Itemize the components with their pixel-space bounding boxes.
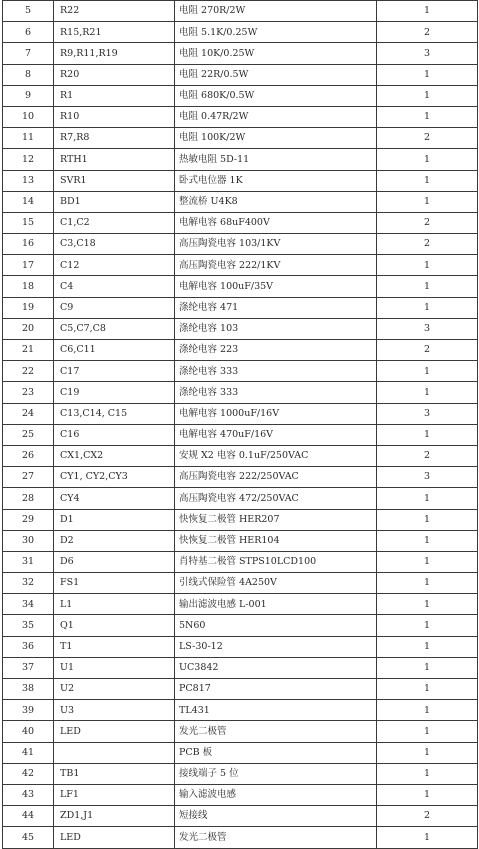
component-description-cell: 电解电容 68uF400V: [175, 212, 377, 233]
item-number-cell: 35: [3, 615, 54, 636]
table-row: [3, 509, 478, 530]
quantity-cell: 1: [377, 721, 478, 742]
component-description-cell: 高压陶瓷电容 222/250VAC: [175, 467, 377, 488]
component-description-cell: 发光二极管: [175, 721, 377, 742]
table-row: [3, 234, 478, 255]
table-row: [3, 615, 478, 636]
component-description-cell: 涤纶电容 333: [175, 382, 377, 403]
table-row: [3, 22, 478, 43]
component-description-cell: 引线式保险管 4A250V: [175, 573, 377, 594]
component-description-cell: 电阻 270R/2W: [175, 1, 377, 22]
table-row: [3, 530, 478, 551]
reference-designator-cell: U3: [54, 700, 175, 721]
table-row: [3, 297, 478, 318]
quantity-cell: 2: [377, 234, 478, 255]
reference-designator-cell: CY4: [54, 488, 175, 509]
component-description-cell: TL431: [175, 700, 377, 721]
reference-designator-cell: SVR1: [54, 170, 175, 191]
table-row: [3, 340, 478, 361]
reference-designator-cell: RTH1: [54, 149, 175, 170]
table-row: [3, 594, 478, 615]
reference-designator-cell: R9,R11,R19: [54, 43, 175, 64]
item-number-cell: 24: [3, 403, 54, 424]
quantity-cell: 2: [377, 128, 478, 149]
component-description-cell: 涤纶电容 103: [175, 318, 377, 339]
item-number-cell: 6: [3, 22, 54, 43]
quantity-cell: 1: [377, 509, 478, 530]
table-row: [3, 1, 478, 22]
item-number-cell: 8: [3, 64, 54, 85]
reference-designator-cell: R22: [54, 1, 175, 22]
quantity-cell: 3: [377, 318, 478, 339]
quantity-cell: 1: [377, 424, 478, 445]
item-number-cell: 10: [3, 106, 54, 127]
table-row: [3, 551, 478, 572]
component-description-cell: 发光二极管: [175, 827, 377, 848]
table-row: [3, 784, 478, 805]
component-description-cell: PC817: [175, 679, 377, 700]
quantity-cell: 1: [377, 594, 478, 615]
component-description-cell: 电阻 680K/0.5W: [175, 85, 377, 106]
table-row: [3, 424, 478, 445]
item-number-cell: 34: [3, 594, 54, 615]
reference-designator-cell: T1: [54, 636, 175, 657]
quantity-cell: 1: [377, 657, 478, 678]
reference-designator-cell: TB1: [54, 763, 175, 784]
component-description-cell: 高压陶瓷电容 103/1KV: [175, 234, 377, 255]
reference-designator-cell: D1: [54, 509, 175, 530]
bom-table-body: [3, 1, 478, 849]
quantity-cell: 1: [377, 255, 478, 276]
reference-designator-cell: C17: [54, 361, 175, 382]
component-description-cell: PCB 板: [175, 742, 377, 763]
quantity-cell: 1: [377, 191, 478, 212]
quantity-cell: 2: [377, 340, 478, 361]
item-number-cell: 18: [3, 276, 54, 297]
item-number-cell: 14: [3, 191, 54, 212]
reference-designator-cell: C3,C18: [54, 234, 175, 255]
component-description-cell: 输出滤波电感 L-001: [175, 594, 377, 615]
table-row: [3, 700, 478, 721]
reference-designator-cell: C19: [54, 382, 175, 403]
item-number-cell: 40: [3, 721, 54, 742]
reference-designator-cell: U2: [54, 679, 175, 700]
reference-designator-cell: C13,C14, C15: [54, 403, 175, 424]
table-row: [3, 43, 478, 64]
reference-designator-cell: C5,C7,C8: [54, 318, 175, 339]
component-description-cell: LS-30-12: [175, 636, 377, 657]
table-row: [3, 382, 478, 403]
component-description-cell: 肖特基二极管 STPS10LCD100: [175, 551, 377, 572]
quantity-cell: 1: [377, 742, 478, 763]
table-row: [3, 467, 478, 488]
table-row: [3, 679, 478, 700]
component-description-cell: 整流桥 U4K8: [175, 191, 377, 212]
quantity-cell: 1: [377, 85, 478, 106]
table-row: [3, 636, 478, 657]
item-number-cell: 17: [3, 255, 54, 276]
component-description-cell: 高压陶瓷电容 222/1KV: [175, 255, 377, 276]
quantity-cell: 1: [377, 530, 478, 551]
quantity-cell: 1: [377, 1, 478, 22]
item-number-cell: 26: [3, 445, 54, 466]
reference-designator-cell: LED: [54, 827, 175, 848]
reference-designator-cell: R20: [54, 64, 175, 85]
component-description-cell: 接线端子 5 位: [175, 763, 377, 784]
component-description-cell: 涤纶电容 223: [175, 340, 377, 361]
component-description-cell: 电阻 100K/2W: [175, 128, 377, 149]
table-row: [3, 255, 478, 276]
item-number-cell: 12: [3, 149, 54, 170]
item-number-cell: 39: [3, 700, 54, 721]
reference-designator-cell: [54, 742, 175, 763]
item-number-cell: 38: [3, 679, 54, 700]
item-number-cell: 44: [3, 806, 54, 827]
component-description-cell: 快恢复二极管 HER104: [175, 530, 377, 551]
component-description-cell: 热敏电阻 5D-11: [175, 149, 377, 170]
quantity-cell: 1: [377, 615, 478, 636]
item-number-cell: 25: [3, 424, 54, 445]
quantity-cell: 1: [377, 297, 478, 318]
reference-designator-cell: R15,R21: [54, 22, 175, 43]
component-description-cell: 电阻 10K/0.25W: [175, 43, 377, 64]
quantity-cell: 2: [377, 445, 478, 466]
table-row: [3, 445, 478, 466]
reference-designator-cell: CX1,CX2: [54, 445, 175, 466]
reference-designator-cell: BD1: [54, 191, 175, 212]
table-row: [3, 85, 478, 106]
table-row: [3, 403, 478, 424]
item-number-cell: 45: [3, 827, 54, 848]
component-description-cell: 涤纶电容 471: [175, 297, 377, 318]
table-row: [3, 573, 478, 594]
reference-designator-cell: U1: [54, 657, 175, 678]
item-number-cell: 41: [3, 742, 54, 763]
component-description-cell: 安规 X2 电容 0.1uF/250VAC: [175, 445, 377, 466]
component-description-cell: 快恢复二极管 HER207: [175, 509, 377, 530]
quantity-cell: 3: [377, 43, 478, 64]
table-row: [3, 806, 478, 827]
quantity-cell: 1: [377, 679, 478, 700]
component-description-cell: 输入滤波电感: [175, 784, 377, 805]
table-row: [3, 318, 478, 339]
reference-designator-cell: Q1: [54, 615, 175, 636]
table-row: [3, 763, 478, 784]
component-description-cell: 短接线: [175, 806, 377, 827]
quantity-cell: 1: [377, 361, 478, 382]
table-row: [3, 149, 478, 170]
quantity-cell: 1: [377, 106, 478, 127]
reference-designator-cell: ZD1,J1: [54, 806, 175, 827]
item-number-cell: 9: [3, 85, 54, 106]
table-row: [3, 64, 478, 85]
reference-designator-cell: D6: [54, 551, 175, 572]
reference-designator-cell: C12: [54, 255, 175, 276]
component-description-cell: 电阻 22R/0.5W: [175, 64, 377, 85]
quantity-cell: 1: [377, 276, 478, 297]
component-description-cell: 涤纶电容 333: [175, 361, 377, 382]
item-number-cell: 22: [3, 361, 54, 382]
quantity-cell: 3: [377, 403, 478, 424]
item-number-cell: 32: [3, 573, 54, 594]
quantity-cell: 1: [377, 827, 478, 848]
reference-designator-cell: CY1, CY2,CY3: [54, 467, 175, 488]
reference-designator-cell: R10: [54, 106, 175, 127]
reference-designator-cell: C1,C2: [54, 212, 175, 233]
quantity-cell: 1: [377, 64, 478, 85]
quantity-cell: 1: [377, 700, 478, 721]
quantity-cell: 1: [377, 573, 478, 594]
component-description-cell: 电解电容 1000uF/16V: [175, 403, 377, 424]
reference-designator-cell: C16: [54, 424, 175, 445]
table-row: [3, 128, 478, 149]
component-description-cell: UC3842: [175, 657, 377, 678]
quantity-cell: 1: [377, 170, 478, 191]
item-number-cell: 28: [3, 488, 54, 509]
quantity-cell: 1: [377, 551, 478, 572]
quantity-cell: 1: [377, 763, 478, 784]
quantity-cell: 2: [377, 22, 478, 43]
table-row: [3, 212, 478, 233]
bill-of-materials-table: [2, 0, 478, 849]
table-row: [3, 721, 478, 742]
item-number-cell: 37: [3, 657, 54, 678]
quantity-cell: 2: [377, 806, 478, 827]
item-number-cell: 16: [3, 234, 54, 255]
reference-designator-cell: LED: [54, 721, 175, 742]
reference-designator-cell: L1: [54, 594, 175, 615]
component-description-cell: 电阻 5.1K/0.25W: [175, 22, 377, 43]
quantity-cell: 1: [377, 382, 478, 403]
item-number-cell: 27: [3, 467, 54, 488]
item-number-cell: 19: [3, 297, 54, 318]
table-row: [3, 488, 478, 509]
component-description-cell: 5N60: [175, 615, 377, 636]
reference-designator-cell: C4: [54, 276, 175, 297]
quantity-cell: 3: [377, 467, 478, 488]
item-number-cell: 31: [3, 551, 54, 572]
item-number-cell: 29: [3, 509, 54, 530]
quantity-cell: 1: [377, 636, 478, 657]
reference-designator-cell: LF1: [54, 784, 175, 805]
quantity-cell: 2: [377, 212, 478, 233]
component-description-cell: 电解电容 470uF/16V: [175, 424, 377, 445]
quantity-cell: 1: [377, 784, 478, 805]
reference-designator-cell: C6,C11: [54, 340, 175, 361]
reference-designator-cell: D2: [54, 530, 175, 551]
table-row: [3, 106, 478, 127]
reference-designator-cell: C9: [54, 297, 175, 318]
component-description-cell: 卧式电位器 1K: [175, 170, 377, 191]
item-number-cell: 36: [3, 636, 54, 657]
item-number-cell: 13: [3, 170, 54, 191]
table-row: [3, 657, 478, 678]
reference-designator-cell: R1: [54, 85, 175, 106]
item-number-cell: 43: [3, 784, 54, 805]
table-row: [3, 191, 478, 212]
item-number-cell: 42: [3, 763, 54, 784]
component-description-cell: 电解电容 100uF/35V: [175, 276, 377, 297]
component-description-cell: 电阻 0.47R/2W: [175, 106, 377, 127]
item-number-cell: 30: [3, 530, 54, 551]
item-number-cell: 11: [3, 128, 54, 149]
item-number-cell: 7: [3, 43, 54, 64]
component-description-cell: 高压陶瓷电容 472/250VAC: [175, 488, 377, 509]
item-number-cell: 23: [3, 382, 54, 403]
quantity-cell: 1: [377, 149, 478, 170]
item-number-cell: 5: [3, 1, 54, 22]
item-number-cell: 21: [3, 340, 54, 361]
reference-designator-cell: R7,R8: [54, 128, 175, 149]
table-row: [3, 361, 478, 382]
table-row: [3, 170, 478, 191]
item-number-cell: 20: [3, 318, 54, 339]
table-row: [3, 742, 478, 763]
item-number-cell: 15: [3, 212, 54, 233]
quantity-cell: 1: [377, 488, 478, 509]
table-row: [3, 827, 478, 848]
table-row: [3, 276, 478, 297]
reference-designator-cell: FS1: [54, 573, 175, 594]
